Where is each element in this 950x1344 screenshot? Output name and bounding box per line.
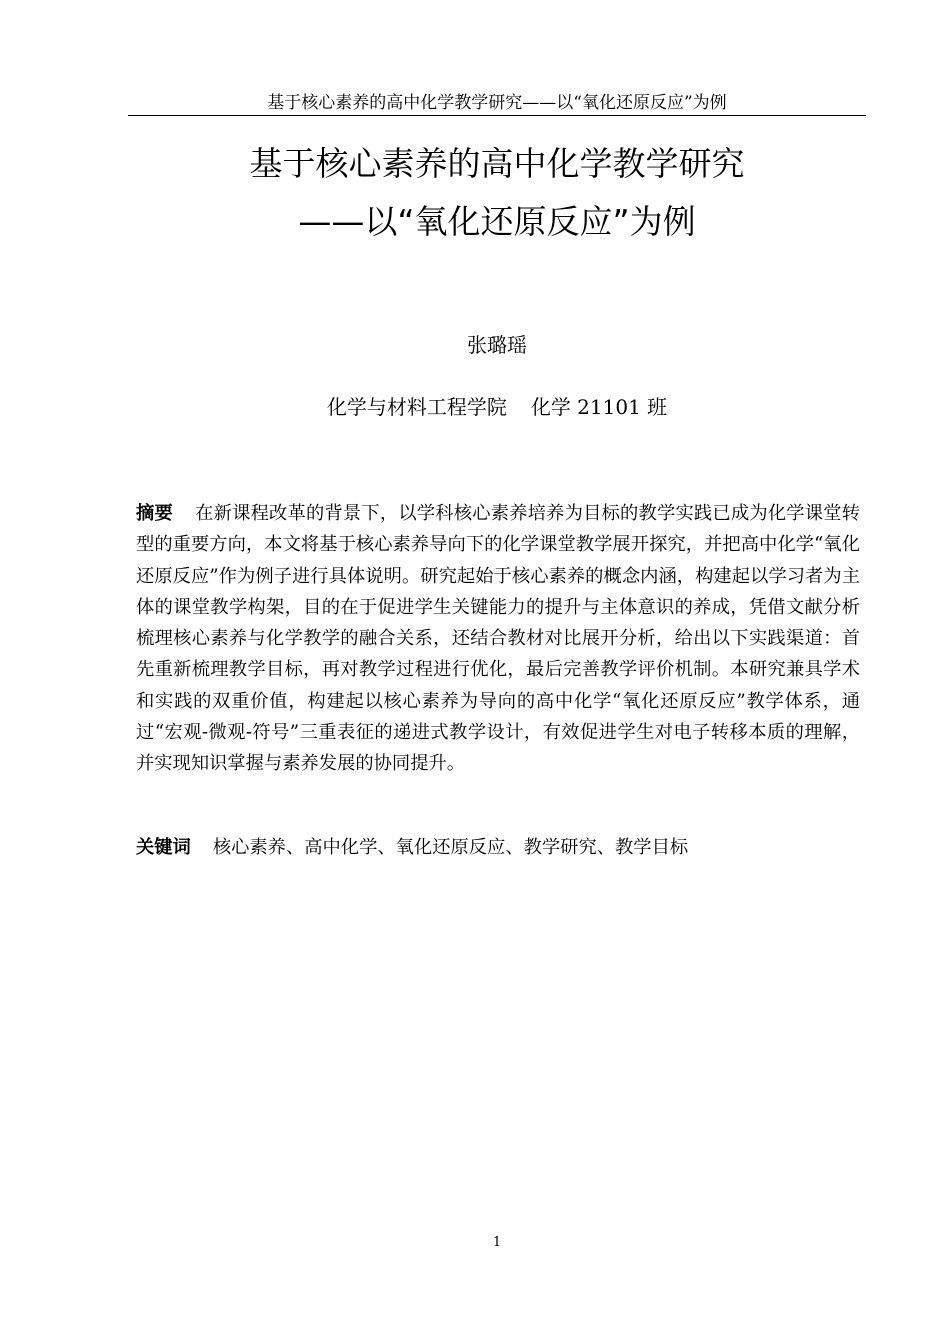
keywords bbox=[136, 832, 860, 863]
running-header: 基于核心素养的高中化学教学研究——以“氧化还原反应”为例 bbox=[267, 93, 727, 113]
page-number: 1 bbox=[492, 1235, 502, 1250]
paper-title-line2: ——以“氧化还原反应”为例 bbox=[298, 202, 696, 241]
header-rule bbox=[128, 115, 866, 116]
affiliation bbox=[100, 393, 894, 421]
keywords-text: 核心素养、高中化学、氧化还原反应、教学研究、教学目标 bbox=[212, 837, 689, 858]
abstract-text: 在新课程改革的背景下，以学科核心素养培养为目标的教学实践已成为化学课堂转型的重要方向，本文将基于核心素养导向下的化学课堂教学展开探究，并把高中化学“氧化还原反应”作为例子进行具体说明。研究起始于核心素养的概念内涵，构建起以学习者为主体的课堂教学构架，目的在于促进学生关键能力的提升与主体意识的养成，凭借文献分析梳理核心素养与化学教学的融合关系，还结合教材对比展开分析，给出以下实践渠道：首先重新梳理教学目标，再对教学过程进行优化，最后完善教学评价机制。本研究兼具学术和实践的双重价值，构建起以核心素养为导向的高中化学“氧化还原反应”教学体系，通过“宏观-微观-符号”三重表征的递进式教学设计，有效促进学生对电子转移本质的理解，并实现知识掌握与素养发展的协同提升。 bbox=[136, 503, 861, 775]
abstract-label: 摘要 bbox=[136, 503, 173, 524]
author-name: 张璐瑶 bbox=[467, 333, 527, 357]
keywords-label: 关键词 bbox=[136, 837, 191, 858]
abstract bbox=[136, 498, 860, 780]
affiliation-class: 化学 21101 班 bbox=[530, 395, 668, 419]
paper-title-line1: 基于核心素养的高中化学教学研究 bbox=[249, 144, 745, 183]
affiliation-school: 化学与材料工程学院 bbox=[326, 395, 507, 419]
